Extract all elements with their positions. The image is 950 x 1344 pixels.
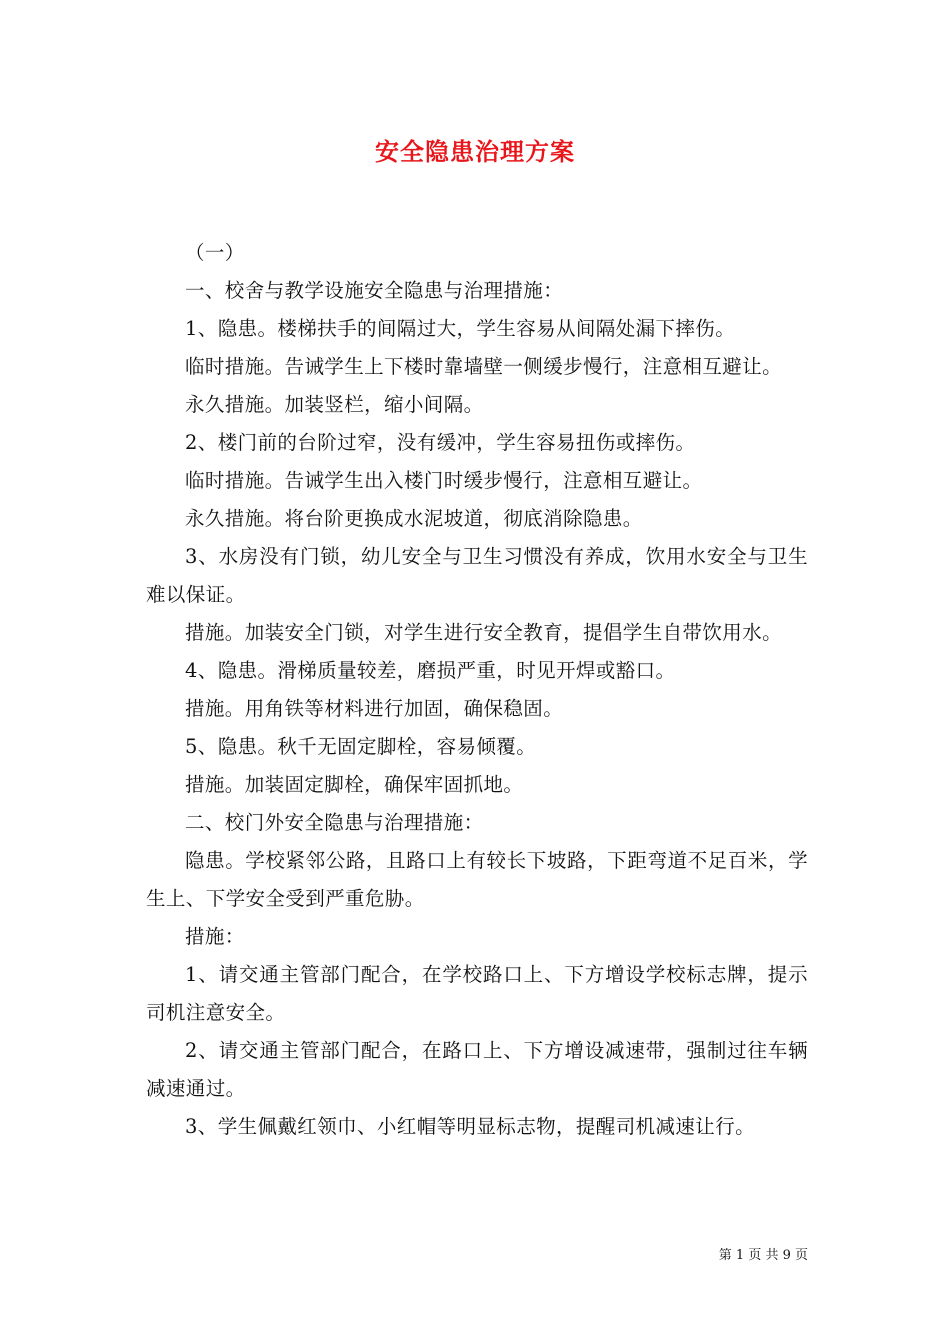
paragraph: 临时措施。告诫学生上下楼时靠墙壁一侧缓步慢行，注意相互避让。: [185, 355, 783, 378]
section-heading: 二、校门外安全隐患与治理措施：: [185, 811, 484, 834]
paragraph: 临时措施。告诫学生出入楼门时缓步慢行，注意相互避让。: [185, 469, 703, 492]
paragraph: 2、请交通主管部门配合，在路口上、下方增设减速带，强制过往车辆减速通过。: [146, 1039, 808, 1100]
paragraph: 3、水房没有门锁，幼儿安全与卫生习惯没有养成，饮用水安全与卫生难以保证。: [146, 545, 808, 606]
paragraph: 永久措施。将台阶更换成水泥坡道，彻底消除隐患。: [185, 507, 643, 530]
section-heading: 一、校舍与教学设施安全隐患与治理措施：: [185, 279, 564, 302]
paragraph: 2、楼门前的台阶过窄，没有缓冲，学生容易扭伤或摔伤。: [185, 431, 696, 454]
document-body: [146, 234, 808, 1146]
paragraph: 措施：: [185, 925, 245, 948]
paragraph: 3、学生佩戴红领巾、小红帽等明显标志物，提醒司机减速让行。: [185, 1115, 756, 1138]
paragraph: 永久措施。加装竖栏，缩小间隔。: [185, 393, 484, 416]
page-number-footer: 第 1 页 共 9 页: [718, 1248, 808, 1263]
paragraph: 5、隐患。秋千无固定脚栓，容易倾覆。: [185, 735, 537, 758]
paragraph: 措施。加装固定脚栓，确保牢固抓地。: [185, 773, 524, 796]
paragraph: （一）: [185, 241, 245, 264]
document-title: 安全隐患治理方案: [375, 137, 575, 166]
paragraph: 1、隐患。楼梯扶手的间隔过大，学生容易从间隔处漏下摔伤。: [185, 317, 736, 340]
paragraph: 1、请交通主管部门配合，在学校路口上、下方增设学校标志牌，提示司机注意安全。: [146, 963, 808, 1024]
paragraph: 措施。用角铁等材料进行加固，确保稳固。: [185, 697, 564, 720]
paragraph: 措施。加装安全门锁，对学生进行安全教育，提倡学生自带饮用水。: [185, 621, 783, 644]
paragraph: 隐患。学校紧邻公路，且路口上有较长下坡路，下距弯道不足百米，学生上、下学安全受到严重危胁。: [146, 849, 808, 910]
paragraph: 4、隐患。滑梯质量较差，磨损严重，时见开焊或豁口。: [185, 659, 676, 682]
